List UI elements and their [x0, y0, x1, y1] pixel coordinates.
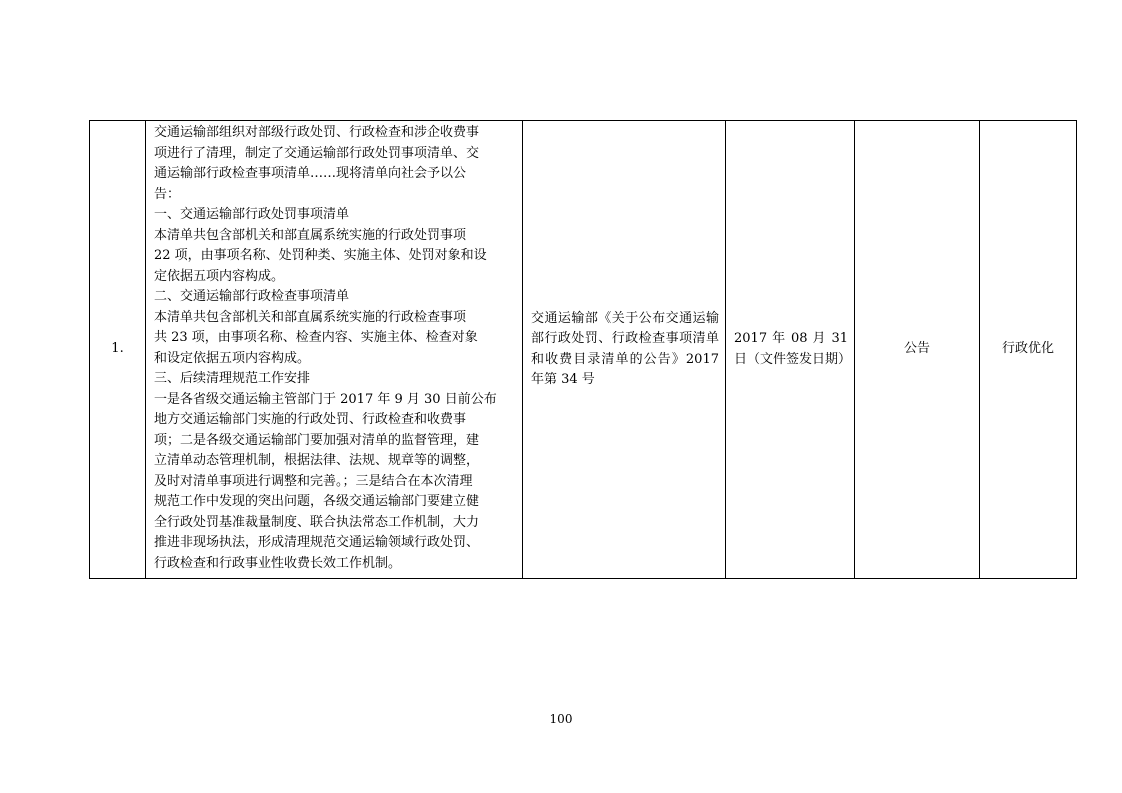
content-line: 通运输部行政检查事项清单……现将清单向社会予以公 — [154, 166, 467, 181]
document-table — [89, 120, 1077, 579]
content-line: 本清单共包含部机关和部直属系统实施的行政处罚事项 — [154, 227, 467, 243]
content-line: 三、后续清理规范工作安排 — [154, 371, 311, 386]
content-line: 项；二是各级交通运输部门要加强对清单的监督管理，建 — [154, 432, 480, 448]
content-line: 地方交通运输部门实施的行政处罚、行政检查和收费事 — [154, 412, 467, 427]
content-line: 项进行了清理，制定了交通运输部行政处罚事项清单、交 — [154, 145, 480, 161]
content-cell — [146, 121, 523, 579]
date-cell — [726, 121, 855, 579]
content-line: 及时对清单事项进行调整和完善。；三是结合在本次清理 — [154, 473, 473, 489]
content-line: 一、交通运输部行政处罚事项清单 — [154, 207, 350, 222]
content-line: 定依据五项内容构成。 — [154, 268, 285, 284]
category-cell: 行政优化 — [980, 121, 1077, 579]
table-row — [90, 121, 1077, 579]
row-number: 1. — [90, 121, 146, 579]
content-line: 本清单共包含部机关和部直属系统实施的行政检查事项 — [154, 309, 467, 325]
content-line: 22 项，由事项名称、处罚种类、实施主体、处罚对象和设 — [154, 248, 487, 263]
document-title: 交通运输部《关于公布交通运输部行政处罚、行政检查事项清单和收费目录清单的公告》2017 年第 34 号 — [531, 310, 719, 387]
content-line: 立清单动态管理机制，根据法律、法规、规章等的调整， — [154, 453, 480, 468]
type-cell: 公告 — [855, 121, 980, 579]
page-number: 100 — [549, 712, 573, 726]
content-line: 一是各省级交通运输主管部门于 2017 年 9 月 30 日前公布 — [154, 391, 497, 407]
content-line: 全行政处罚基准裁量制度、联合执法常态工作机制，大力 — [154, 514, 480, 530]
content-line: 推进非现场执法，形成清理规范交通运输领域行政处罚、 — [154, 535, 480, 550]
content-line: 和设定依据五项内容构成。 — [154, 350, 311, 366]
document-title-cell — [523, 121, 726, 579]
content-line: 告： — [154, 186, 181, 202]
content-line: 共 23 项，由事项名称、检查内容、实施主体、检查对象 — [154, 330, 478, 345]
content-line: 交通运输部组织对部级行政处罚、行政检查和涉企收费事 — [154, 125, 480, 140]
content-line: 行政检查和行政事业性收费长效工作机制。 — [154, 555, 402, 571]
content-line: 规范工作中发现的突出问题，各级交通运输部门要建立健 — [154, 494, 480, 509]
content-line: 二、交通运输部行政检查事项清单 — [154, 289, 350, 304]
issue-date: 2017 年 08 月 31 日（文件签发日期） — [734, 331, 852, 367]
